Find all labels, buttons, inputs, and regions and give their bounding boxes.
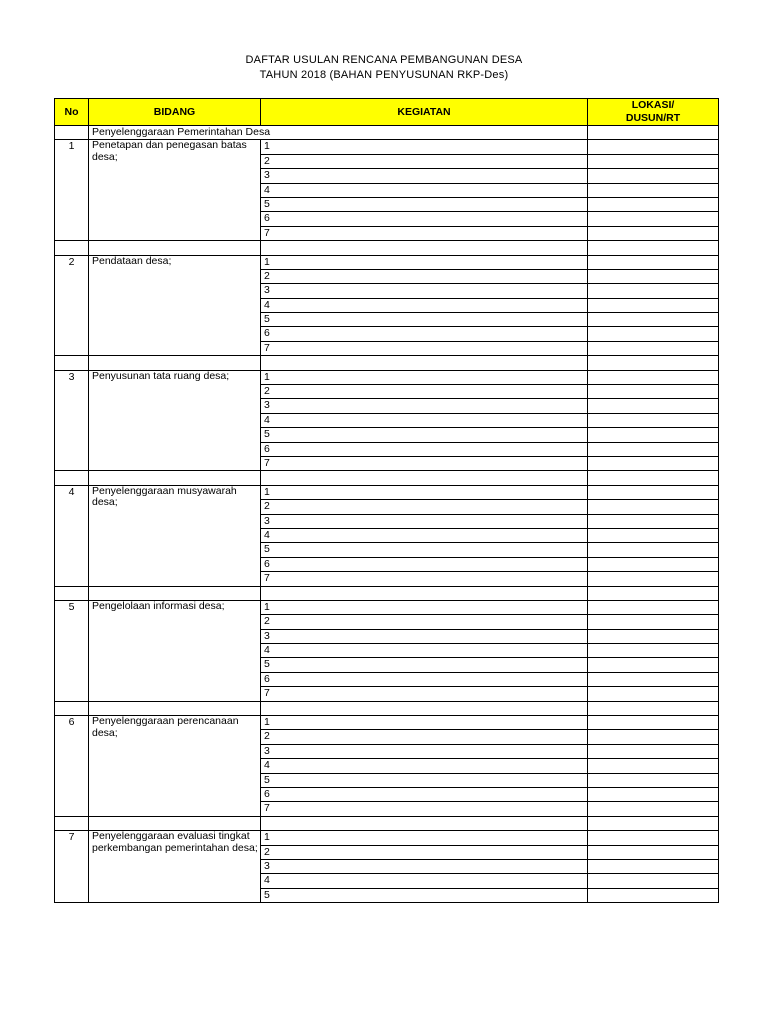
kegiatan-cell: 4 — [261, 874, 588, 888]
spacer-cell — [89, 701, 261, 715]
kegiatan-cell: 7 — [261, 341, 588, 355]
lokasi-cell — [588, 485, 719, 499]
lokasi-cell — [588, 327, 719, 341]
lokasi-cell — [588, 500, 719, 514]
kegiatan-cell: 3 — [261, 514, 588, 528]
table-body — [55, 126, 719, 903]
kegiatan-cell: 1 — [261, 831, 588, 845]
bidang-cell: Pendataan desa; — [89, 255, 261, 356]
kegiatan-cell: 5 — [261, 543, 588, 557]
lokasi-cell — [588, 269, 719, 283]
lokasi-cell — [588, 629, 719, 643]
section-lokasi-cell — [588, 126, 719, 140]
column-header-lokasi-line1: LOKASI/ — [631, 99, 675, 111]
column-header-lokasi-line2: DUSUN/RT — [625, 112, 681, 124]
spacer-cell — [55, 356, 89, 370]
column-header-kegiatan: KEGIATAN — [261, 99, 588, 126]
usulan-table — [54, 98, 719, 903]
spacer-cell — [261, 241, 588, 255]
kegiatan-cell: 7 — [261, 572, 588, 586]
kegiatan-cell: 5 — [261, 197, 588, 211]
table-row — [55, 716, 719, 730]
spacer-cell — [55, 816, 89, 830]
spacer-cell — [55, 241, 89, 255]
lokasi-cell — [588, 226, 719, 240]
column-header-bidang: BIDANG — [89, 99, 261, 126]
spacer-cell — [588, 356, 719, 370]
kegiatan-cell: 3 — [261, 399, 588, 413]
kegiatan-cell: 2 — [261, 730, 588, 744]
kegiatan-cell: 5 — [261, 428, 588, 442]
kegiatan-cell: 5 — [261, 313, 588, 327]
lokasi-cell — [588, 442, 719, 456]
kegiatan-cell: 6 — [261, 672, 588, 686]
lokasi-cell — [588, 399, 719, 413]
lokasi-cell — [588, 672, 719, 686]
table-row — [55, 600, 719, 614]
kegiatan-cell: 1 — [261, 716, 588, 730]
lokasi-cell — [588, 528, 719, 542]
lokasi-cell — [588, 428, 719, 442]
row-number: 3 — [55, 370, 89, 471]
lokasi-cell — [588, 859, 719, 873]
spacer-row — [55, 701, 719, 715]
kegiatan-cell: 3 — [261, 629, 588, 643]
kegiatan-cell: 2 — [261, 154, 588, 168]
lokasi-cell — [588, 730, 719, 744]
spacer-cell — [89, 241, 261, 255]
lokasi-cell — [588, 773, 719, 787]
spacer-cell — [588, 586, 719, 600]
kegiatan-cell: 7 — [261, 802, 588, 816]
kegiatan-cell: 3 — [261, 284, 588, 298]
table-row — [55, 485, 719, 499]
lokasi-cell — [588, 169, 719, 183]
lokasi-cell — [588, 298, 719, 312]
kegiatan-cell: 7 — [261, 687, 588, 701]
spacer-cell — [89, 471, 261, 485]
spacer-cell — [261, 816, 588, 830]
spacer-row — [55, 586, 719, 600]
column-header-no: No — [55, 99, 89, 126]
lokasi-cell — [588, 413, 719, 427]
lokasi-cell — [588, 341, 719, 355]
spacer-cell — [55, 586, 89, 600]
lokasi-cell — [588, 759, 719, 773]
kegiatan-cell: 1 — [261, 600, 588, 614]
kegiatan-cell: 3 — [261, 169, 588, 183]
kegiatan-cell: 2 — [261, 500, 588, 514]
kegiatan-cell: 2 — [261, 269, 588, 283]
table-row — [55, 140, 719, 154]
section-row — [55, 126, 719, 140]
section-no-cell — [55, 126, 89, 140]
lokasi-cell — [588, 687, 719, 701]
lokasi-cell — [588, 874, 719, 888]
section-title: Penyelenggaraan Pemerintahan Desa — [89, 126, 588, 140]
column-header-lokasi — [588, 99, 719, 126]
bidang-cell: Penyelenggaraan evaluasi tingkat perkembangan pemerintahan desa; — [89, 831, 261, 903]
kegiatan-cell: 6 — [261, 442, 588, 456]
kegiatan-cell: 1 — [261, 255, 588, 269]
kegiatan-cell: 4 — [261, 298, 588, 312]
lokasi-cell — [588, 212, 719, 226]
kegiatan-cell: 4 — [261, 759, 588, 773]
kegiatan-cell: 4 — [261, 413, 588, 427]
lokasi-cell — [588, 831, 719, 845]
kegiatan-cell: 3 — [261, 744, 588, 758]
lokasi-cell — [588, 845, 719, 859]
kegiatan-cell: 3 — [261, 859, 588, 873]
kegiatan-cell: 2 — [261, 615, 588, 629]
spacer-cell — [261, 471, 588, 485]
bidang-cell: Pengelolaan informasi desa; — [89, 600, 261, 701]
row-number: 4 — [55, 485, 89, 586]
lokasi-cell — [588, 385, 719, 399]
kegiatan-cell: 1 — [261, 140, 588, 154]
kegiatan-cell: 5 — [261, 773, 588, 787]
lokasi-cell — [588, 197, 719, 211]
bidang-cell: Penyusunan tata ruang desa; — [89, 370, 261, 471]
kegiatan-cell: 5 — [261, 658, 588, 672]
lokasi-cell — [588, 787, 719, 801]
kegiatan-cell: 4 — [261, 183, 588, 197]
lokasi-cell — [588, 140, 719, 154]
row-number: 7 — [55, 831, 89, 903]
kegiatan-cell: 6 — [261, 787, 588, 801]
spacer-row — [55, 471, 719, 485]
spacer-cell — [261, 701, 588, 715]
spacer-cell — [89, 356, 261, 370]
row-number: 6 — [55, 716, 89, 817]
spacer-cell — [55, 701, 89, 715]
spacer-cell — [89, 586, 261, 600]
table-row — [55, 831, 719, 845]
spacer-cell — [261, 356, 588, 370]
bidang-cell: Penyelenggaraan perencanaan desa; — [89, 716, 261, 817]
bidang-cell: Penyelenggaraan musyawarah desa; — [89, 485, 261, 586]
lokasi-cell — [588, 744, 719, 758]
kegiatan-cell: 4 — [261, 644, 588, 658]
kegiatan-cell: 1 — [261, 485, 588, 499]
row-number: 1 — [55, 140, 89, 241]
lokasi-cell — [588, 543, 719, 557]
kegiatan-cell: 6 — [261, 327, 588, 341]
lokasi-cell — [588, 644, 719, 658]
lokasi-cell — [588, 716, 719, 730]
lokasi-cell — [588, 255, 719, 269]
document-subtitle: TAHUN 2018 (BAHAN PENYUSUNAN RKP-Des) — [259, 69, 509, 81]
spacer-row — [55, 356, 719, 370]
kegiatan-cell: 6 — [261, 557, 588, 571]
lokasi-cell — [588, 658, 719, 672]
lokasi-cell — [588, 514, 719, 528]
spacer-cell — [588, 241, 719, 255]
spacer-cell — [588, 701, 719, 715]
row-number: 5 — [55, 600, 89, 701]
lokasi-cell — [588, 456, 719, 470]
kegiatan-cell: 7 — [261, 226, 588, 240]
kegiatan-cell: 7 — [261, 456, 588, 470]
table-row — [55, 255, 719, 269]
lokasi-cell — [588, 154, 719, 168]
lokasi-cell — [588, 888, 719, 902]
spacer-cell — [588, 816, 719, 830]
kegiatan-cell: 6 — [261, 212, 588, 226]
table-header-row — [55, 99, 719, 126]
kegiatan-cell: 2 — [261, 845, 588, 859]
spacer-cell — [55, 471, 89, 485]
spacer-row — [55, 241, 719, 255]
kegiatan-cell: 5 — [261, 888, 588, 902]
spacer-cell — [261, 586, 588, 600]
kegiatan-cell: 4 — [261, 528, 588, 542]
lokasi-cell — [588, 557, 719, 571]
document-title: DAFTAR USULAN RENCANA PEMBANGUNAN DESA — [245, 54, 523, 66]
lokasi-cell — [588, 802, 719, 816]
bidang-cell: Penetapan dan penegasan batas desa; — [89, 140, 261, 241]
lokasi-cell — [588, 313, 719, 327]
row-number: 2 — [55, 255, 89, 356]
table-row — [55, 370, 719, 384]
spacer-cell — [588, 471, 719, 485]
kegiatan-cell: 2 — [261, 385, 588, 399]
lokasi-cell — [588, 615, 719, 629]
lokasi-cell — [588, 572, 719, 586]
lokasi-cell — [588, 183, 719, 197]
kegiatan-cell: 1 — [261, 370, 588, 384]
spacer-cell — [89, 816, 261, 830]
spacer-row — [55, 816, 719, 830]
lokasi-cell — [588, 370, 719, 384]
lokasi-cell — [588, 600, 719, 614]
lokasi-cell — [588, 284, 719, 298]
